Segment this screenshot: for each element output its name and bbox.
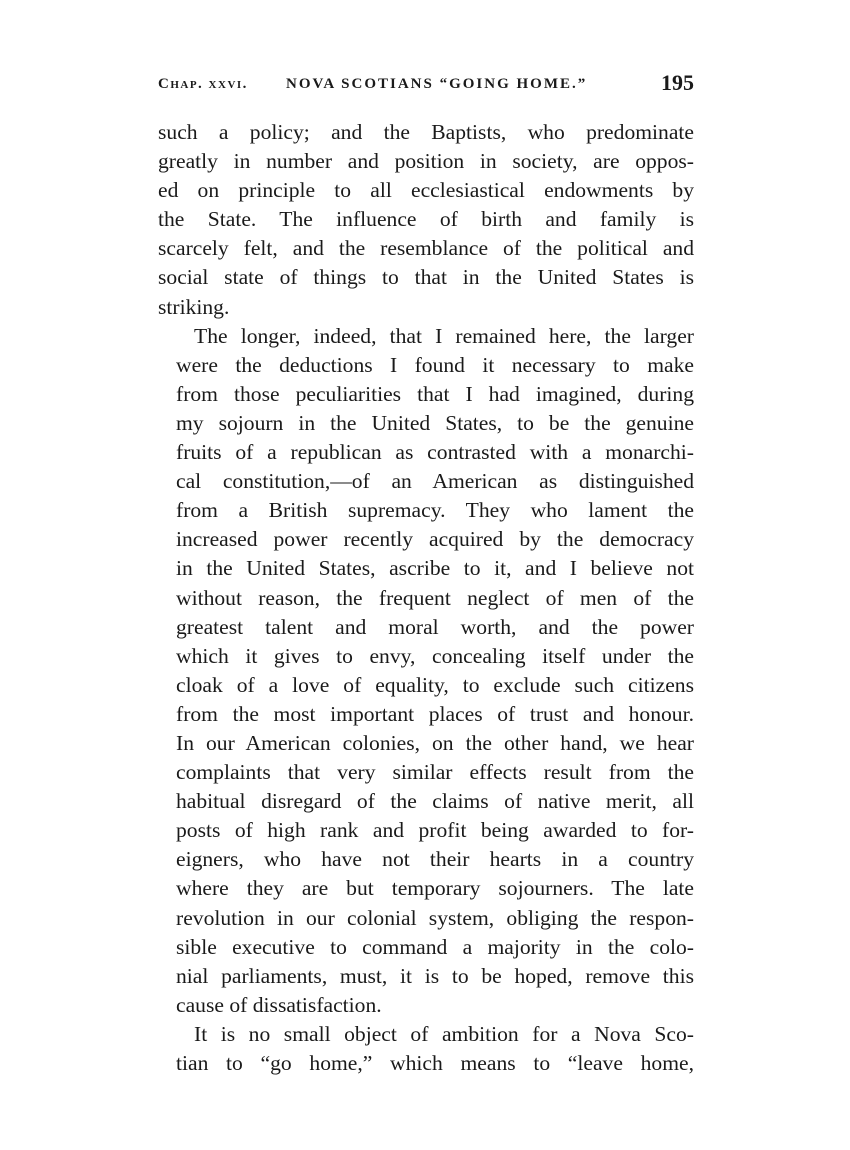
- text-line: posts of high rank and profit being awarded to for-: [176, 818, 694, 843]
- text-line: where they are but temporary sojourners. The late: [176, 876, 694, 901]
- text-line: tian to “go home,” which means to “leave home,: [176, 1051, 694, 1075]
- text-line: social state of things to that in the United States is: [158, 265, 694, 290]
- body-text: [158, 118, 694, 1078]
- text-line: increased power recently acquired by the democracy: [176, 527, 694, 552]
- text-line: ed on principle to all ecclesiastical endowments by: [158, 178, 694, 203]
- text-line: scarcely felt, and the resemblance of the political and: [158, 236, 694, 261]
- text-line: the State. The influence of birth and family is: [158, 207, 694, 232]
- text-line: In our American colonies, on the other hand, we hear: [176, 730, 694, 755]
- running-title: NOVA SCOTIANS “GOING HOME.”: [286, 76, 588, 92]
- text-line: from a British supremacy. They who lament the: [176, 498, 694, 523]
- text-line: greatest talent and moral worth, and the power: [176, 614, 694, 639]
- page-number: 195: [661, 70, 694, 95]
- text-line: greatly in number and position in society, are oppos-: [158, 149, 694, 174]
- running-head: [158, 66, 694, 100]
- text-line: nial parliaments, must, it is to be hoped, remove this: [176, 963, 694, 988]
- text-line: cloak of a love of equality, to exclude such citizens: [176, 672, 694, 697]
- text-line: revolution in our colonial system, obliging the respon-: [176, 905, 694, 930]
- paragraph: [158, 118, 694, 322]
- text-line: without reason, the frequent neglect of men of the: [176, 585, 694, 610]
- text-line: cal constitution,—of an American as distinguished: [176, 469, 694, 494]
- text-line: fruits of a republican as contrasted with a monarchi-: [176, 440, 694, 465]
- text-line: in the United States, ascribe to it, and I believe not: [176, 556, 694, 581]
- chapter-label: Chap. xxvi.: [158, 76, 248, 92]
- text-line: It is no small object of ambition for a Nova Sco-: [194, 1021, 694, 1046]
- book-page: [158, 66, 694, 1078]
- text-line: my sojourn in the United States, to be the genuine: [176, 410, 694, 435]
- text-line: from the most important places of trust and honour.: [176, 701, 694, 726]
- text-line: eigners, who have not their hearts in a country: [176, 847, 694, 872]
- text-line: cause of dissatisfaction.: [176, 992, 382, 1017]
- paragraph: [158, 1020, 694, 1078]
- text-line: complaints that very similar effects result from the: [176, 760, 694, 785]
- paragraph: [158, 322, 694, 1020]
- text-line: striking.: [158, 294, 230, 319]
- text-line: habitual disregard of the claims of native merit, all: [176, 789, 694, 814]
- text-line: from those peculiarities that I had imagined, during: [176, 381, 694, 406]
- text-line: such a policy; and the Baptists, who predominate: [158, 120, 694, 144]
- text-line: The longer, indeed, that I remained here, the larger: [194, 323, 694, 348]
- text-line: sible executive to command a majority in the colo-: [176, 934, 694, 959]
- text-line: which it gives to envy, concealing itself under the: [176, 643, 694, 668]
- text-line: were the deductions I found it necessary to make: [176, 352, 694, 377]
